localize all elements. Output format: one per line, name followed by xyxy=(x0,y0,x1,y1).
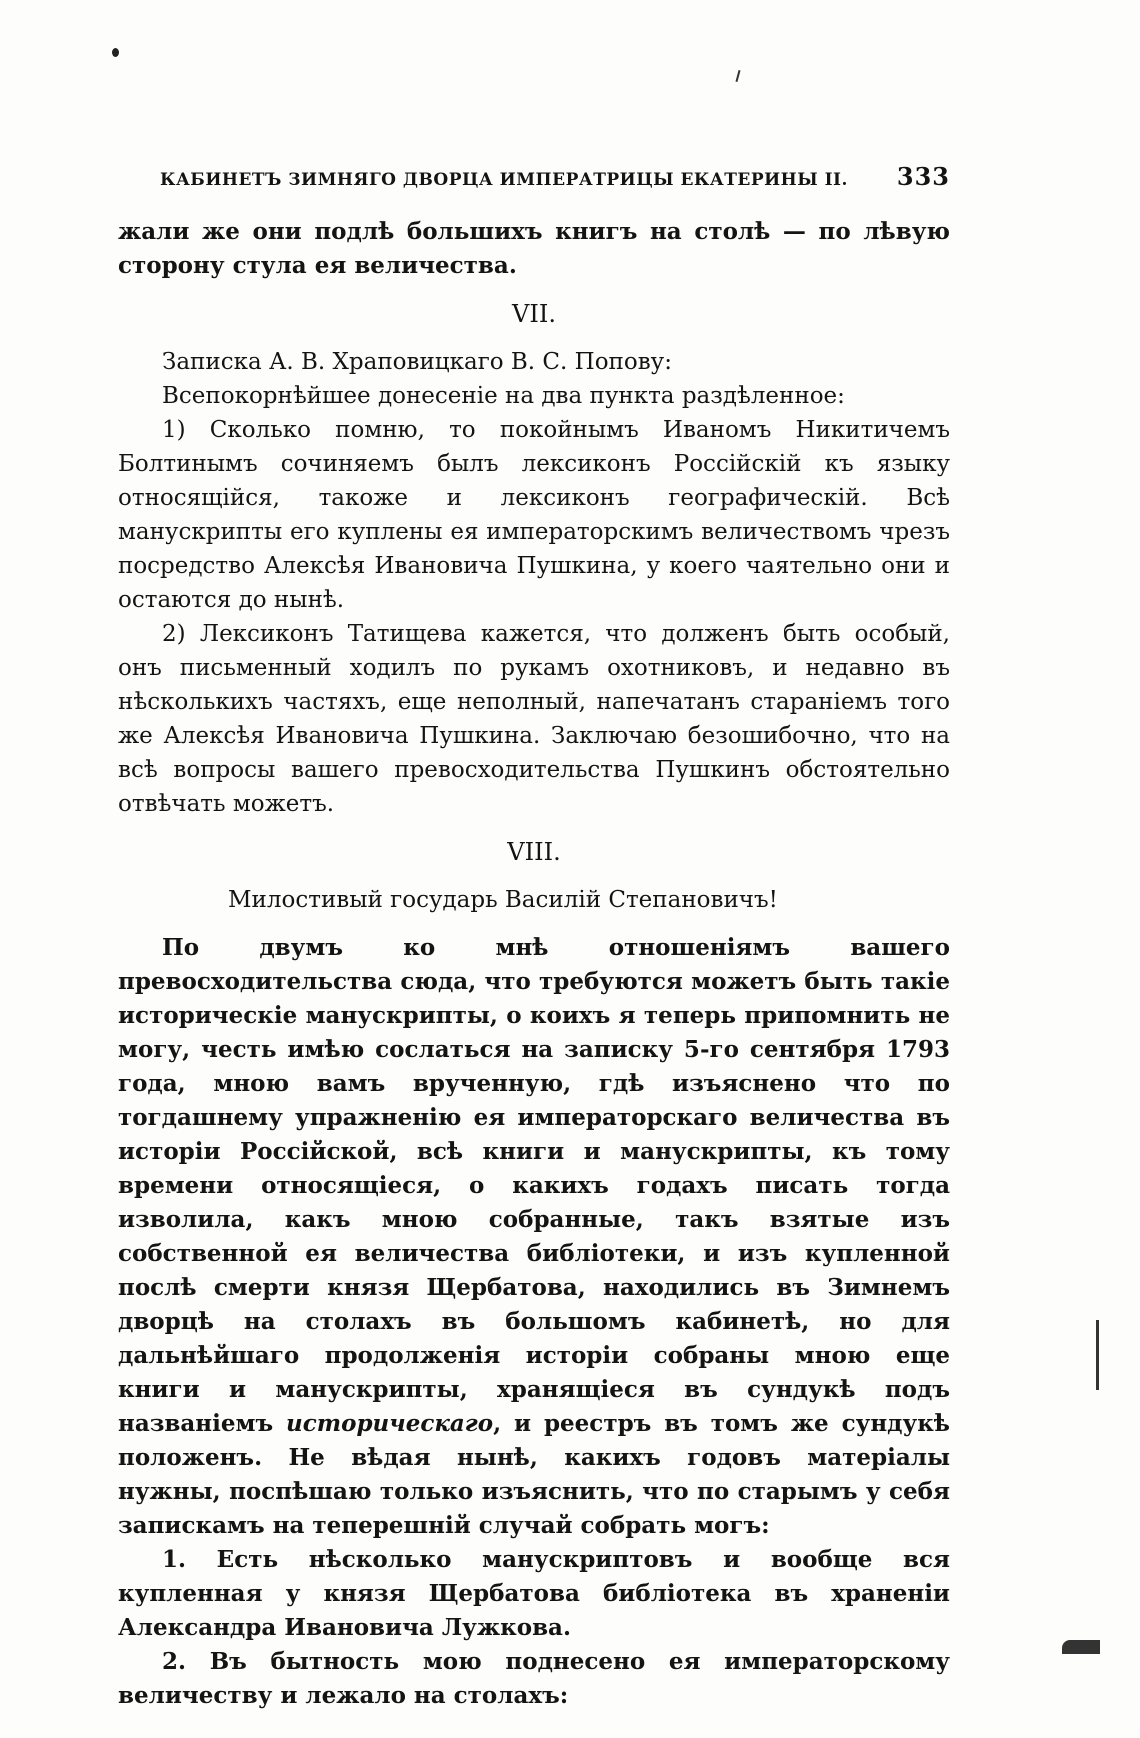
section-number-vii: VII. xyxy=(512,300,556,328)
section-number-viii: VIII. xyxy=(507,838,561,866)
paragraph-2: 2) Лексиконъ Татищева кажется, что долженъ быть особый, онъ письменный ходилъ по рукамъ охотниковъ, и недавно въ нѣсколькихъ частяхъ, еще неполный, напечатанъ стараніемъ того же Алексѣя Ивановича Пушкина. Заключаю безошибочно, что на всѣ вопросы вашего превосходительства Пушкинъ обстоятельно отвѣчать можетъ. xyxy=(118,621,950,817)
paragraph-1: 1) Сколько помню, то покойнымъ Иваномъ Никитичемъ Болтинымъ сочиняемъ былъ лексиконъ Россійскій къ языку относящійся, такоже и лексиконъ географическій. Всѣ манускрипты его куплены ея императорскимъ величествомъ чрезъ посредство Алексѣя Ивановича Пушкина, у коего чаятельно они и остаются до нынѣ. xyxy=(118,417,950,613)
letter-text-a: По двумъ ко мнѣ отношеніямъ вашего превосходительства сюда, что требуются можетъ быть такіе историческіе манускрипты, о коихъ я теперь припомнить не могу, честь имѣю сослаться на записку 5-го сентября 1793 года, мною вамъ врученную, гдѣ изъяснено что по тогдашнему упражненію ея императорскаго величества въ исторіи Россійской, всѣ книги и манускрипты, къ тому времени относящіеся, о какихъ годахъ писать тогда изволила, какъ мною собранные, такъ взятые изъ собственной ея величества библіотеки, и изъ купленной послѣ смерти князя Щербатова, находились въ Зимнемъ дворцѣ на столахъ въ большомъ кабинетѣ, но для дальнѣйшаго продолженія исторіи собраны мною еще книги и манускрипты, хранящіеся въ сундукѣ подъ названіемъ xyxy=(118,934,950,1437)
scan-mark xyxy=(735,70,740,82)
running-header xyxy=(160,162,950,191)
list-item-1: 1. Есть нѣсколько манускриптовъ и вообще вся купленная у князя Щербатова библіотека въ храненіи Александра Ивановича Лужкова. xyxy=(118,1546,950,1641)
scan-edge-mark xyxy=(1096,1320,1099,1390)
scan-edge-blot xyxy=(1062,1640,1100,1654)
section-heading: Записка А. В. Храповицкаго В. С. Попову: xyxy=(162,349,672,375)
scan-speck xyxy=(112,48,119,57)
running-title: КАБИНЕТЪ ЗИМНЯГО ДВОРЦА ИМПЕРАТРИЦЫ ЕКАТЕРИНЫ II. xyxy=(160,170,848,190)
page-number: 333 xyxy=(896,162,950,191)
lead-line: Всепокорнѣйшее донесеніе на два пункта раздѣленное: xyxy=(162,383,845,409)
salutation: Милостивый государь Василій Степановичъ! xyxy=(228,887,778,913)
italic-term: историческаго xyxy=(286,1410,494,1437)
text-block xyxy=(118,215,950,1713)
letter-text-b: , и реестръ въ томъ же сундукѣ положенъ. Не вѣдая нынѣ, какихъ годовъ матеріалы нужны, поспѣшаю только изъяснить, что по старымъ у себя запискамъ на теперешній случай собрать могъ: xyxy=(118,1410,950,1539)
letter-paragraph xyxy=(118,931,950,1543)
intro-paragraph: жали же они подлѣ большихъ книгъ на столѣ — по лѣвую сторону стула ея величества. xyxy=(118,218,950,279)
list-item-2: 2. Въ бытность мою поднесено ея императорскому величеству и лежало на столахъ: xyxy=(118,1648,950,1709)
